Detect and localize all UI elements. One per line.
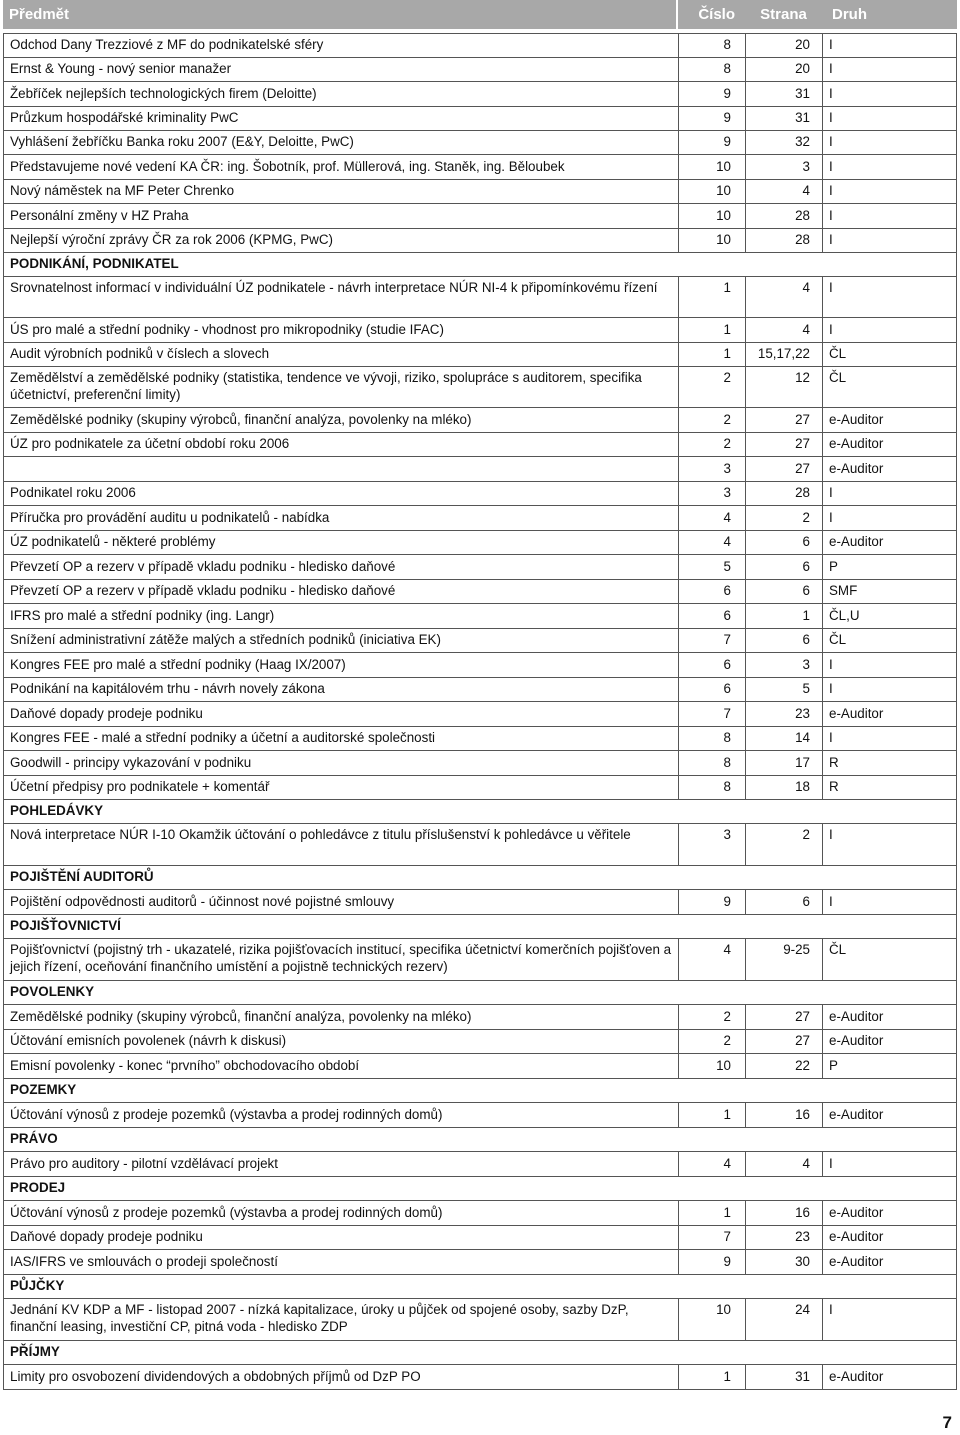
subject-cell: Audit výrobních podniků v číslech a slovech [4, 343, 679, 366]
subject-cell [4, 457, 679, 481]
subject-cell: Účtování emisních povolenek (návrh k diskusi) [4, 1030, 679, 1053]
table-row [4, 131, 956, 155]
number-cell: 2 [679, 1030, 746, 1053]
table-row [4, 555, 956, 580]
type-cell: I [829, 37, 833, 53]
number-cell: 8 [679, 776, 746, 799]
page-cell: 28 [746, 482, 823, 505]
subject-cell: Pojišťovnictví (pojistný trh - ukazatelé, rizika pojišťovacích institucí, specifika účetnictví komerčních pojišťoven a jejich řízení, oceňování finančního umístění a pojistně technických rezerv) [4, 939, 679, 980]
page-cell: 17 [746, 751, 823, 775]
page-cell [746, 866, 823, 889]
subject-cell: ÚZ podnikatelů - některé problémy [4, 531, 679, 554]
type-cell: e-Auditor [829, 1008, 884, 1024]
type-cell: I [829, 183, 833, 199]
table-header [3, 0, 957, 29]
table-row [4, 1030, 956, 1054]
number-cell: 10 [679, 155, 746, 179]
page-cell: 28 [746, 204, 823, 228]
page-cell: 2 [746, 506, 823, 530]
subject-cell: Převzetí OP a rezerv v případě vkladu podniku - hledisko daňové [4, 555, 679, 579]
number-cell: 8 [679, 34, 746, 57]
table-row [4, 277, 956, 318]
table-row [4, 1226, 956, 1250]
page-cell: 24 [746, 1299, 823, 1340]
type-cell [823, 1275, 956, 1298]
section-heading-row [4, 981, 956, 1005]
page-cell: 6 [746, 629, 823, 652]
page-cell [746, 800, 823, 823]
table-row [4, 629, 956, 653]
type-cell: SMF [829, 583, 858, 599]
number-cell [679, 866, 746, 889]
table-row [4, 776, 956, 800]
page-cell: 23 [746, 702, 823, 726]
subject-cell: Účetní předpisy pro podnikatele + komentář [4, 776, 679, 799]
table-row [4, 1365, 956, 1390]
type-cell: I [829, 827, 833, 842]
table-row [4, 82, 956, 107]
type-cell: I [829, 61, 833, 77]
number-cell: 2 [679, 1005, 746, 1029]
table-row [4, 107, 956, 131]
subject-cell: Emisní povolenky - konec “prvního” obchodovacího období [4, 1054, 679, 1078]
table-row [4, 1152, 956, 1177]
table-row [4, 678, 956, 702]
table-row [4, 433, 956, 457]
page-cell [746, 1341, 823, 1364]
table-row [4, 939, 956, 981]
table-row [4, 751, 956, 776]
subject-cell: POVOLENKY [10, 984, 95, 1000]
number-cell [679, 253, 746, 276]
table-row [4, 580, 956, 604]
page-cell: 32 [746, 131, 823, 154]
number-cell: 1 [679, 277, 746, 317]
subject-cell: PODNIKÁNÍ, PODNIKATEL [10, 256, 179, 272]
subject-cell: Zemědělství a zemědělské podniky (statistika, tendence ve vývoji, riziko, spolupráce s auditorem, specifika účetnictví, preferenční limity) [4, 367, 679, 407]
number-cell [679, 1079, 746, 1102]
page-cell: 27 [746, 408, 823, 432]
page-cell: 3 [746, 155, 823, 179]
subject-cell: IAS/IFRS ve smlouvách o prodeji společností [4, 1250, 679, 1274]
type-cell: e-Auditor [829, 1204, 884, 1220]
table-row [4, 1054, 956, 1079]
page-cell: 20 [746, 58, 823, 81]
subject-cell: Zemědělské podniky (skupiny výrobců, finanční analýza, povolenky na mléko) [4, 1005, 679, 1029]
table-row [4, 1103, 956, 1128]
number-cell: 9 [679, 131, 746, 154]
subject-cell: Vyhlášení žebříčku Banka roku 2007 (E&Y, Deloitte, PwC) [4, 131, 679, 154]
page-cell [746, 1128, 823, 1151]
number-cell: 5 [679, 555, 746, 579]
page-cell [746, 1079, 823, 1102]
page-cell: 4 [746, 1152, 823, 1176]
page-cell: 27 [746, 1030, 823, 1053]
type-cell: e-Auditor [829, 705, 884, 721]
type-cell: I [829, 656, 833, 672]
page-cell: 30 [746, 1250, 823, 1274]
subject-cell: Příručka pro provádění auditu u podnikatelů - nabídka [4, 506, 679, 530]
number-cell: 10 [679, 1054, 746, 1078]
section-heading-row [4, 1275, 956, 1299]
type-cell: I [829, 485, 833, 501]
type-cell: e-Auditor [829, 436, 884, 452]
subject-cell: Představujeme nové vedení KA ČR: ing. Šobotník, prof. Müllerová, ing. Staněk, ing. Běloubek [4, 155, 679, 179]
type-cell: I [829, 893, 833, 909]
subject-cell: Kongres FEE - malé a střední podniky a účetní a auditorské společnosti [4, 727, 679, 750]
number-cell: 6 [679, 653, 746, 677]
page-cell: 6 [746, 555, 823, 579]
subject-cell: Snížení administrativní zátěže malých a středních podniků (iniciativa EK) [4, 629, 679, 652]
page-cell: 23 [746, 1226, 823, 1249]
type-cell: I [829, 158, 833, 174]
number-cell [679, 1128, 746, 1151]
type-cell: R [829, 779, 839, 795]
number-cell: 8 [679, 58, 746, 81]
subject-cell: ÚS pro malé a střední podniky - vhodnost pro mikropodniky (studie IFAC) [4, 318, 679, 342]
type-cell: I [829, 1302, 833, 1317]
number-cell: 4 [679, 506, 746, 530]
subject-cell: Nová interpretace NÚR I-10 Okamžik účtování o pohledávce z titulu příslušenství k pohledávce u věřitele [4, 824, 679, 865]
subject-cell: Převzetí OP a rezerv v případě vkladu podniku - hledisko daňové [4, 580, 679, 603]
number-cell: 4 [679, 939, 746, 980]
number-cell: 9 [679, 82, 746, 106]
number-cell: 3 [679, 457, 746, 481]
page-cell [746, 981, 823, 1004]
type-cell: I [829, 1155, 833, 1171]
page-cell: 16 [746, 1201, 823, 1225]
number-cell: 4 [679, 531, 746, 554]
page-cell: 3 [746, 653, 823, 677]
page-cell: 5 [746, 678, 823, 701]
subject-cell: PŮJČKY [10, 1278, 65, 1294]
number-cell: 9 [679, 107, 746, 130]
table-row [4, 367, 956, 408]
number-cell: 6 [679, 604, 746, 628]
page-cell: 22 [746, 1054, 823, 1078]
subject-cell: Kongres FEE pro malé a střední podniky (Haag IX/2007) [4, 653, 679, 677]
table-row [4, 702, 956, 727]
type-cell [823, 1177, 956, 1200]
subject-cell: Podnikání na kapitálovém trhu - návrh novely zákona [4, 678, 679, 701]
number-cell: 10 [679, 180, 746, 203]
number-cell: 1 [679, 1201, 746, 1225]
subject-cell: Účtování výnosů z prodeje pozemků (výstavba a prodej rodinných domů) [4, 1201, 679, 1225]
page-cell: 12 [746, 367, 823, 407]
table-row [4, 653, 956, 678]
type-cell: e-Auditor [829, 1253, 884, 1269]
page-cell: 27 [746, 457, 823, 481]
table-row [4, 318, 956, 343]
table-row [4, 457, 956, 482]
subject-cell: Žebříček nejlepších technologických firem (Deloitte) [4, 82, 679, 106]
page-number: 7 [942, 1413, 952, 1432]
type-cell [823, 1128, 956, 1151]
number-cell: 1 [679, 1103, 746, 1127]
type-cell: e-Auditor [829, 411, 884, 427]
page-cell: 2 [746, 824, 823, 865]
table-row [4, 229, 956, 253]
subject-cell: Odchod Dany Trezziové z MF do podnikatelské sféry [4, 34, 679, 57]
type-cell: I [829, 134, 833, 150]
number-cell: 6 [679, 678, 746, 701]
page-cell: 4 [746, 318, 823, 342]
type-cell: e-Auditor [829, 1106, 884, 1122]
number-cell: 1 [679, 318, 746, 342]
table-row [4, 727, 956, 751]
type-cell [823, 866, 956, 889]
subject-cell: Nový náměstek na MF Peter Chrenko [4, 180, 679, 203]
table-row [4, 180, 956, 204]
table-row [4, 204, 956, 229]
section-heading-row [4, 915, 956, 939]
subject-cell: POJIŠŤOVNICTVÍ [10, 918, 121, 934]
section-heading-row [4, 1177, 956, 1201]
number-cell: 7 [679, 1226, 746, 1249]
table-row [4, 34, 956, 58]
table-row [4, 1005, 956, 1030]
page-cell: 4 [746, 277, 823, 317]
page-cell: 4 [746, 180, 823, 203]
type-cell [823, 253, 956, 276]
number-cell: 10 [679, 204, 746, 228]
number-cell [679, 1275, 746, 1298]
page-cell [746, 253, 823, 276]
type-cell: I [829, 207, 833, 223]
type-cell: e-Auditor [829, 534, 884, 550]
page-cell: 31 [746, 82, 823, 106]
page-cell: 15,17,22 [746, 343, 823, 366]
subject-cell: PŘÍJMY [10, 1344, 60, 1360]
number-cell: 3 [679, 482, 746, 505]
page-cell: 27 [746, 433, 823, 456]
page-cell: 31 [746, 1365, 823, 1389]
number-cell: 9 [679, 1250, 746, 1274]
table-row [4, 604, 956, 629]
subject-cell: Daňové dopady prodeje podniku [4, 1226, 679, 1249]
subject-cell: Ernst & Young - nový senior manažer [4, 58, 679, 81]
type-cell [823, 1341, 956, 1364]
number-cell [679, 981, 746, 1004]
subject-cell: Zemědělské podniky (skupiny výrobců, finanční analýza, povolenky na mléko) [4, 408, 679, 432]
type-cell: R [829, 754, 839, 770]
table-row [4, 1250, 956, 1275]
header-number: Číslo [698, 6, 735, 23]
page-cell: 14 [746, 727, 823, 750]
type-cell: e-Auditor [829, 1368, 884, 1384]
type-cell [823, 915, 956, 938]
page-cell [746, 1275, 823, 1298]
header-type: Druh [832, 6, 867, 23]
subject-cell: IFRS pro malé a střední podniky (ing. Langr) [4, 604, 679, 628]
number-cell: 8 [679, 751, 746, 775]
subject-cell: POHLEDÁVKY [10, 803, 104, 819]
number-cell: 10 [679, 1299, 746, 1340]
section-heading-row [4, 866, 956, 890]
page-cell: 28 [746, 229, 823, 252]
section-heading-row [4, 800, 956, 824]
section-heading-row [4, 1341, 956, 1365]
index-table-wrapper [3, 0, 957, 1390]
table-row [4, 531, 956, 555]
subject-cell: Právo pro auditory - pilotní vzdělávací projekt [4, 1152, 679, 1176]
header-subject: Předmět [3, 0, 678, 29]
type-cell: I [829, 85, 833, 101]
number-cell: 6 [679, 580, 746, 603]
subject-cell: ÚZ pro podnikatele za účetní období roku 2006 [4, 433, 679, 456]
page-cell: 20 [746, 34, 823, 57]
page-cell: 16 [746, 1103, 823, 1127]
type-cell: I [829, 509, 833, 525]
index-table-body [3, 33, 957, 1390]
subject-cell: PRÁVO [10, 1131, 58, 1147]
page-cell: 9-25 [746, 939, 823, 980]
number-cell: 4 [679, 1152, 746, 1176]
table-row [4, 58, 956, 82]
table-row [4, 1299, 956, 1341]
subject-cell: Limity pro osvobození dividendových a obdobných příjmů od DzP PO [4, 1365, 679, 1389]
table-row [4, 506, 956, 531]
type-cell: e-Auditor [829, 1033, 884, 1049]
number-cell [679, 1341, 746, 1364]
number-cell: 7 [679, 629, 746, 652]
type-cell: I [829, 110, 833, 126]
number-cell: 8 [679, 727, 746, 750]
subject-cell: Nejlepší výroční zprávy ČR za rok 2006 (KPMG, PwC) [4, 229, 679, 252]
page-cell: 6 [746, 531, 823, 554]
table-row [4, 482, 956, 506]
type-cell: e-Auditor [829, 460, 884, 476]
subject-cell: Daňové dopady prodeje podniku [4, 702, 679, 726]
type-cell: ČL [829, 942, 847, 957]
number-cell: 10 [679, 229, 746, 252]
subject-cell: Jednání KV KDP a MF - listopad 2007 - nízká kapitalizace, úroky u půjček od spojené osoby, sazby DzP, finanční leasing, investiční CP, pitná voda - hledisko ZDP [4, 1299, 679, 1340]
table-row [4, 155, 956, 180]
type-cell: ČL [829, 370, 847, 385]
header-page: Strana [760, 6, 807, 23]
number-cell [679, 1177, 746, 1200]
number-cell: 1 [679, 1365, 746, 1389]
page-cell: 27 [746, 1005, 823, 1029]
page-cell [746, 915, 823, 938]
page-cell: 18 [746, 776, 823, 799]
subject-cell: Účtování výnosů z prodeje pozemků (výstavba a prodej rodinných domů) [4, 1103, 679, 1127]
subject-cell: Pojištění odpovědnosti auditorů - účinnost nové pojistné smlouvy [4, 890, 679, 914]
type-cell: I [829, 280, 833, 295]
subject-cell: POJIŠTĚNÍ AUDITORŮ [10, 869, 154, 885]
table-row [4, 408, 956, 433]
number-cell: 2 [679, 408, 746, 432]
table-row [4, 890, 956, 915]
type-cell: I [829, 321, 833, 337]
page-cell: 6 [746, 580, 823, 603]
number-cell: 3 [679, 824, 746, 865]
subject-cell: POZEMKY [10, 1082, 77, 1098]
type-cell: I [829, 681, 833, 697]
type-cell: I [829, 232, 833, 248]
type-cell: ČL,U [829, 607, 860, 623]
type-cell [823, 981, 956, 1004]
subject-cell: Srovnatelnost informací v individuální ÚZ podnikatele - návrh interpretace NÚR NI-4 k připomínkovému řízení [4, 277, 679, 317]
type-cell [823, 1079, 956, 1102]
subject-cell: Podnikatel roku 2006 [4, 482, 679, 505]
type-cell [823, 800, 956, 823]
type-cell: ČL [829, 632, 847, 648]
type-cell: e-Auditor [829, 1229, 884, 1245]
section-heading-row [4, 1079, 956, 1103]
type-cell: I [829, 730, 833, 746]
number-cell: 9 [679, 890, 746, 914]
type-cell: P [829, 558, 838, 574]
page-cell [746, 1177, 823, 1200]
subject-cell: Goodwill - principy vykazování v podniku [4, 751, 679, 775]
table-row [4, 343, 956, 367]
section-heading-row [4, 253, 956, 277]
number-cell [679, 800, 746, 823]
table-row [4, 1201, 956, 1226]
type-cell: P [829, 1057, 838, 1073]
number-cell: 2 [679, 367, 746, 407]
type-cell: ČL [829, 346, 847, 362]
section-heading-row [4, 1128, 956, 1152]
subject-cell: Průzkum hospodářské kriminality PwC [4, 107, 679, 130]
number-cell: 7 [679, 702, 746, 726]
subject-cell: PRODEJ [10, 1180, 66, 1196]
number-cell: 1 [679, 343, 746, 366]
page-cell: 6 [746, 890, 823, 914]
page-cell: 1 [746, 604, 823, 628]
table-row [4, 824, 956, 866]
subject-cell: Personální změny v HZ Praha [4, 204, 679, 228]
page-cell: 31 [746, 107, 823, 130]
number-cell: 2 [679, 433, 746, 456]
number-cell [679, 915, 746, 938]
